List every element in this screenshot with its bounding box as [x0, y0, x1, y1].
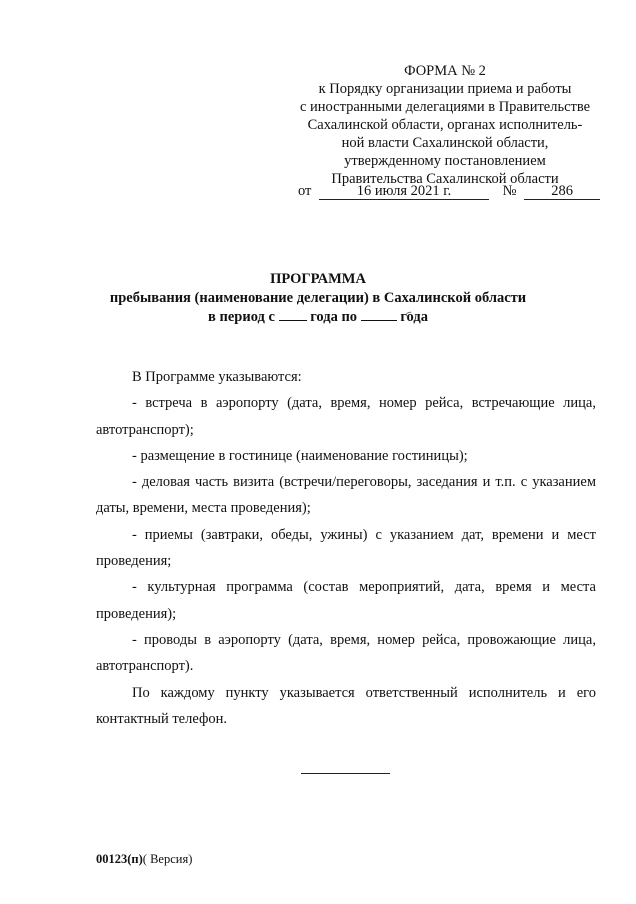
paragraph: - культурная программа (состав мероприятий, дата, время и места проведения);: [96, 579, 596, 622]
header-line: утвержденному постановлением: [344, 153, 546, 169]
document-code: 00123(п): [96, 852, 143, 866]
paragraph: - размещение в гостинице (наименование гостиницы);: [132, 447, 468, 464]
paragraph: - деловая часть визита (встречи/переговоры, заседания и т.п. с указанием даты, времени, места проведения);: [96, 474, 596, 517]
title-period: [0, 308, 636, 327]
form-number: ФОРМА № 2: [404, 63, 486, 79]
date-prefix: от: [298, 183, 312, 199]
period-middle: года по: [310, 309, 358, 325]
period-end-blank: [361, 308, 397, 321]
period-suffix: года: [400, 309, 428, 325]
form-header: [280, 62, 610, 188]
title-heading: ПРОГРАММА: [270, 271, 366, 287]
header-line: с иностранными делегациями в Правительстве: [299, 99, 591, 115]
paragraph: В Программе указываются:: [132, 369, 302, 385]
header-line: Правительства Сахалинской области: [331, 171, 559, 187]
paragraph: - приемы (завтраки, обеды, ужины) с указанием дат, времени и мест проведения;: [96, 526, 596, 570]
paragraph: По каждому пункту указывается ответственный исполнитель и его контактный телефон.: [96, 684, 596, 727]
document-body: [96, 364, 596, 732]
header-line: ной власти Сахалинской области,: [341, 135, 549, 151]
resolution-date-line: [298, 182, 598, 200]
closing-rule: [301, 773, 390, 774]
resolution-number: 286: [524, 183, 600, 200]
title-subtitle: пребывания (наименование делегации) в Сахалинской области: [109, 290, 527, 306]
resolution-date: 16 июля 2021 г.: [319, 183, 489, 200]
period-prefix: в период с: [208, 309, 275, 325]
number-prefix: №: [502, 183, 517, 199]
header-line: к Порядку организации приема и работы: [318, 81, 572, 97]
header-line: Сахалинской области, органах исполнитель-: [307, 117, 583, 133]
paragraph: - встреча в аэропорту (дата, время, номер рейса, встречающие лица, автотранспорт);: [96, 395, 596, 438]
period-start-blank: [279, 308, 307, 321]
document-version: ( Версия): [142, 852, 193, 866]
paragraph: - проводы в аэропорту (дата, время, номер рейса, провожающие лица, автотранспорт).: [96, 631, 596, 675]
document-title: [0, 270, 636, 327]
document-footer: [96, 852, 192, 867]
